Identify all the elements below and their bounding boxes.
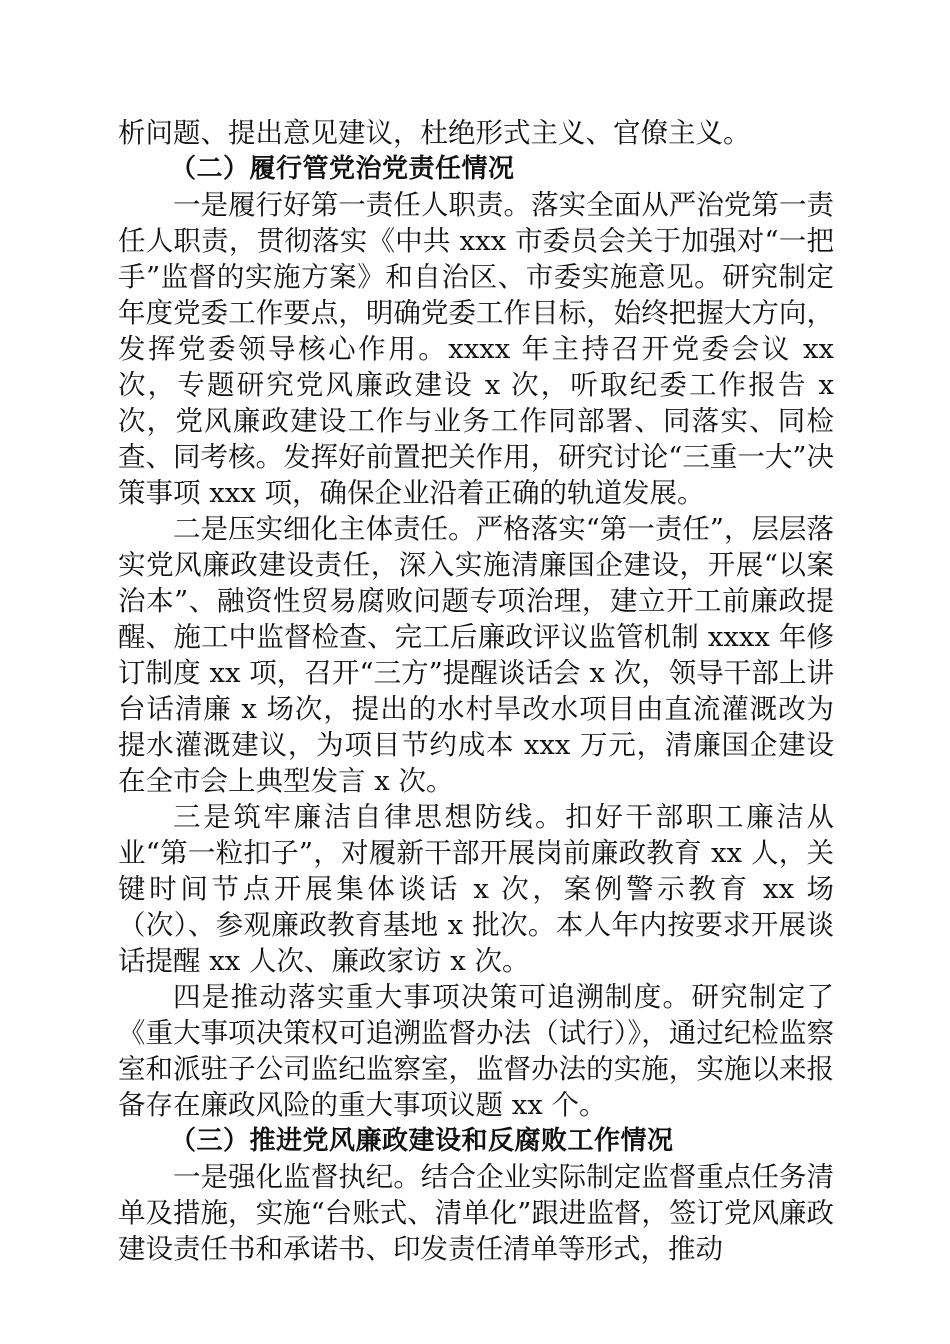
paragraph-traceability: 四是推动落实重大事项决策可追溯制度。研究制定了《重大事项决策权可追溯监督办法（试行）》，通过纪检监察室和派驻子公司监纪监察室，监督办法的实施，实施以来报备存在廉政风险的重大事项议题 xx 个。 [118,981,834,1121]
document-body [118,115,834,1267]
paragraph-main-responsibility: 二是压实细化主体责任。严格落实“第一责任”，层层落实党风廉政建设责任，深入实施清廉国企建设，开展“以案治本”、融资性贸易腐败问题专项治理，建立开工前廉政提醒、施工中监督检查、完工后廉政评议监管机制 xxxx 年修订制度 xx 项，召开“三方”提醒谈话会 x 次，领导干部上讲台话清廉 x 场次，提出的水村旱改水项目由直流灌溉改为提水灌溉建议，为项目节约成本 xxx 万元，清廉国企建设在全市会上典型发言 x 次。 [118,513,834,797]
paragraph-continuation: 析问题、提出意见建议，杜绝形式主义、官僚主义。 [118,117,751,149]
paragraph-self-discipline: 三是筑牢廉洁自律思想防线。扣好干部职工廉洁从业“第一粒扣子”，对履新干部开展岗前廉政教育 xx 人，关键时间节点开展集体谈话 x 次，案例警示教育 xx 场（次）、参观廉政教育基地 x 批次。本人年内按要求开展谈话提醒 xx 人次、廉政家访 x 次。 [118,801,834,977]
paragraph-first-responsibility: 一是履行好第一责任人职责。落实全面从严治党第一责任人职责，贯彻落实《中共 xxx 市委员会关于加强对“一把手”监督的实施方案》和自治区、市委实施意见。研究制定年度党委工作要点，明确党委工作目标，始终把握大方向，发挥党委领导核心作用。xxxx 年主持召开党委会议 xx 次，专题研究党风廉政建设 x 次，听取纪委工作报告 x 次，党风廉政建设工作与业务工作同部署、同落实、同检查、同考核。发挥好前置把关作用，研究讨论“三重一大”决策事项 xxx 项，确保企业沿着正确的轨道发展。 [118,189,834,509]
paragraph-supervision: 一是强化监督执纪。结合企业实际制定监督重点任务清单及措施，实施“台账式、清单化”跟进监督，签订党风廉政建设责任书和承诺书、印发责任清单等形式，推动 [118,1161,834,1265]
section-heading-3: （三）推进党风廉政建设和反腐败工作情况 [170,1126,674,1156]
section-heading-2: （二）履行管党治党责任情况 [170,154,515,184]
